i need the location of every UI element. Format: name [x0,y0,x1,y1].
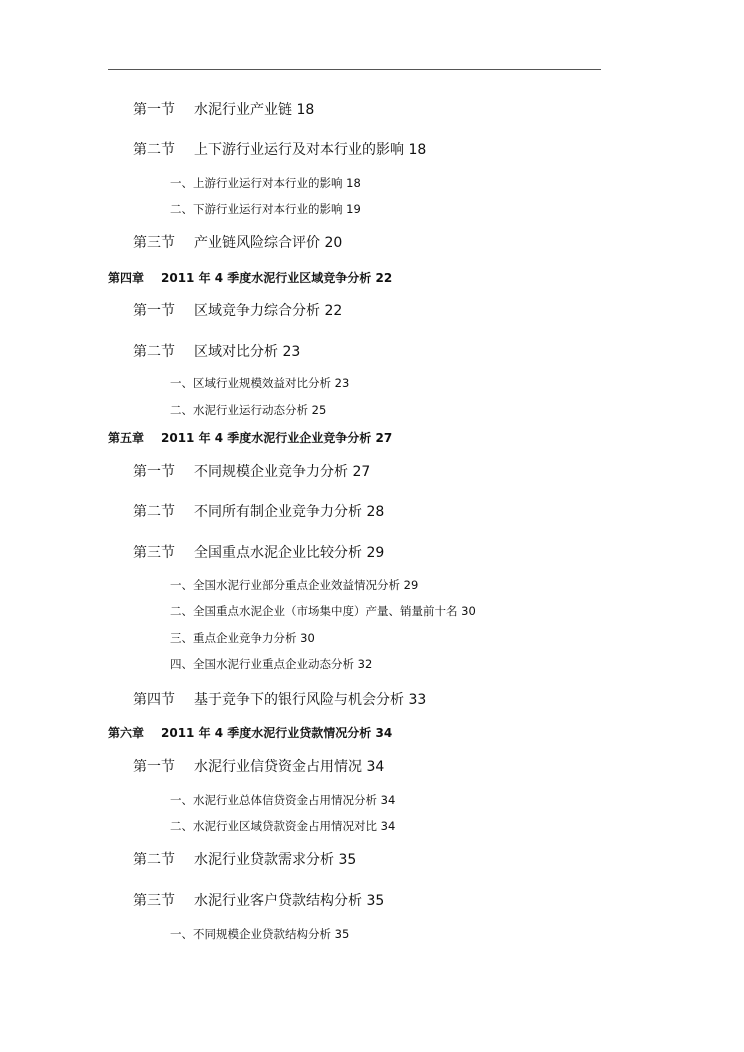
toc-entry-label: 一、 [170,927,193,941]
toc-entry-label: 第一节 [133,464,175,480]
toc-entry-page: 23 [334,376,350,390]
toc-entry-page: 18 [408,142,427,158]
toc-entry-title: 不同规模企业贷款结构分析 [193,927,331,941]
toc-entry-title: 水泥行业贷款需求分析 [194,852,334,868]
toc-entry-page: 34 [375,726,393,740]
toc-entry-title: 基于竞争下的银行风险与机会分析 [194,692,404,708]
toc-entry-page: 30 [461,604,476,618]
toc-entry-page: 27 [375,431,393,445]
toc-entry[interactable] [170,405,326,417]
toc-entry[interactable] [170,378,349,390]
toc-entry-title: 全国水泥行业重点企业动态分析 [193,657,354,671]
toc-entry-label: 第一节 [133,759,175,775]
toc-entry-page: 30 [300,631,315,645]
toc-entry-title: 全国水泥行业部分重点企业效益情况分析 [193,578,400,592]
toc-entry[interactable] [170,606,476,618]
toc-entry[interactable] [133,143,426,157]
toc-entry[interactable] [170,178,361,190]
toc-entry[interactable] [133,345,300,359]
toc-chapter[interactable] [108,272,392,284]
toc-entry-label: 第二节 [133,142,175,158]
toc-entry-title: 2011 年 4 季度水泥行业贷款情况分析 [161,726,372,740]
toc-entry-page: 33 [408,692,427,708]
toc-entry-label: 第三节 [133,545,175,561]
toc-entry-page: 22 [375,271,393,285]
toc-entry-page: 18 [346,176,361,190]
toc-entry-title: 上游行业运行对本行业的影响 [193,176,343,190]
toc-entry-label: 二、 [170,403,193,417]
toc-entry-page: 19 [346,202,361,216]
toc-entry[interactable] [133,760,384,774]
toc-entry[interactable] [133,236,342,250]
toc-entry-page: 20 [324,235,343,251]
toc-entry[interactable] [133,103,314,117]
toc-entry-label: 第一节 [133,303,175,319]
toc-entry[interactable] [170,821,395,833]
toc-entry-title: 水泥行业区域贷款资金占用情况对比 [193,819,377,833]
toc-entry-label: 第三节 [133,235,175,251]
toc-entry[interactable] [170,633,315,645]
toc-entry-page: 25 [311,403,327,417]
toc-entry-page: 18 [296,102,315,118]
toc-entry-page: 29 [403,578,419,592]
toc-entry-page: 32 [357,657,373,671]
toc-entry-title: 全国重点水泥企业比较分析 [194,545,362,561]
toc-entry-label: 一、 [170,578,193,592]
toc-entry-label: 第三节 [133,893,175,909]
toc-entry[interactable] [170,204,361,216]
toc-entry-title: 不同规模企业竞争力分析 [194,464,348,480]
toc-entry[interactable] [133,465,370,479]
toc-entry-label: 二、 [170,604,193,618]
toc-entry-label: 第四章 [108,271,145,285]
toc-entry-title: 下游行业运行对本行业的影响 [193,202,343,216]
toc-entry[interactable] [170,659,372,671]
toc-entry-page: 34 [380,793,396,807]
toc-entry-label: 第六章 [108,726,145,740]
toc-entry[interactable] [170,580,418,592]
toc-entry-title: 水泥行业总体信贷资金占用情况分析 [193,793,377,807]
toc-entry-title: 2011 年 4 季度水泥行业区域竞争分析 [161,271,372,285]
toc-entry-page: 22 [324,303,343,319]
toc-entry-label: 三、 [170,631,193,645]
toc-entry-title: 不同所有制企业竞争力分析 [194,504,362,520]
toc-entry-title: 水泥行业信贷资金占用情况 [194,759,362,775]
toc-entry-page: 27 [352,464,371,480]
toc-entry-label: 一、 [170,376,193,390]
toc-chapter[interactable] [108,432,392,444]
toc-entry-title: 全国重点水泥企业（市场集中度）产量、销量前十名 [193,604,458,618]
toc-entry[interactable] [133,546,384,560]
toc-entry-label: 一、 [170,176,193,190]
toc-entry-label: 二、 [170,202,193,216]
toc-entry-label: 四、 [170,657,193,671]
toc-entry-page: 23 [282,344,301,360]
toc-entry-label: 第一节 [133,102,175,118]
toc-entry-title: 产业链风险综合评价 [194,235,320,251]
toc-entry-title: 水泥行业客户贷款结构分析 [194,893,362,909]
toc-entry-title: 水泥行业运行动态分析 [193,403,308,417]
toc-entry-title: 上下游行业运行及对本行业的影响 [194,142,404,158]
toc-entry-title: 区域对比分析 [194,344,278,360]
toc-chapter[interactable] [108,727,392,739]
toc-entry-page: 28 [366,504,385,520]
toc-entry-title: 2011 年 4 季度水泥行业企业竞争分析 [161,431,372,445]
toc-entry[interactable] [170,929,349,941]
toc-entry-page: 34 [380,819,396,833]
toc-entry-title: 区域竞争力综合分析 [194,303,320,319]
toc-entry-title: 区域行业规模效益对比分析 [193,376,331,390]
toc-entry-page: 35 [334,927,350,941]
toc-entry-page: 35 [338,852,357,868]
toc-entry-label: 第四节 [133,692,175,708]
toc-entry-label: 二、 [170,819,193,833]
toc-entry[interactable] [170,795,395,807]
toc-entry-page: 35 [366,893,385,909]
toc-entry-page: 34 [366,759,385,775]
toc-entry-title: 重点企业竞争力分析 [193,631,297,645]
toc-entry-label: 第二节 [133,504,175,520]
toc-entry-page: 29 [366,545,385,561]
toc-entry[interactable] [133,505,384,519]
toc-entry[interactable] [133,304,342,318]
toc-entry[interactable] [133,853,356,867]
toc-entry-label: 一、 [170,793,193,807]
toc-entry[interactable] [133,693,426,707]
toc-entry[interactable] [133,894,384,908]
toc-entry-label: 第二节 [133,344,175,360]
toc-entry-label: 第五章 [108,431,145,445]
toc-entry-title: 水泥行业产业链 [194,102,292,118]
toc-entry-label: 第二节 [133,852,175,868]
